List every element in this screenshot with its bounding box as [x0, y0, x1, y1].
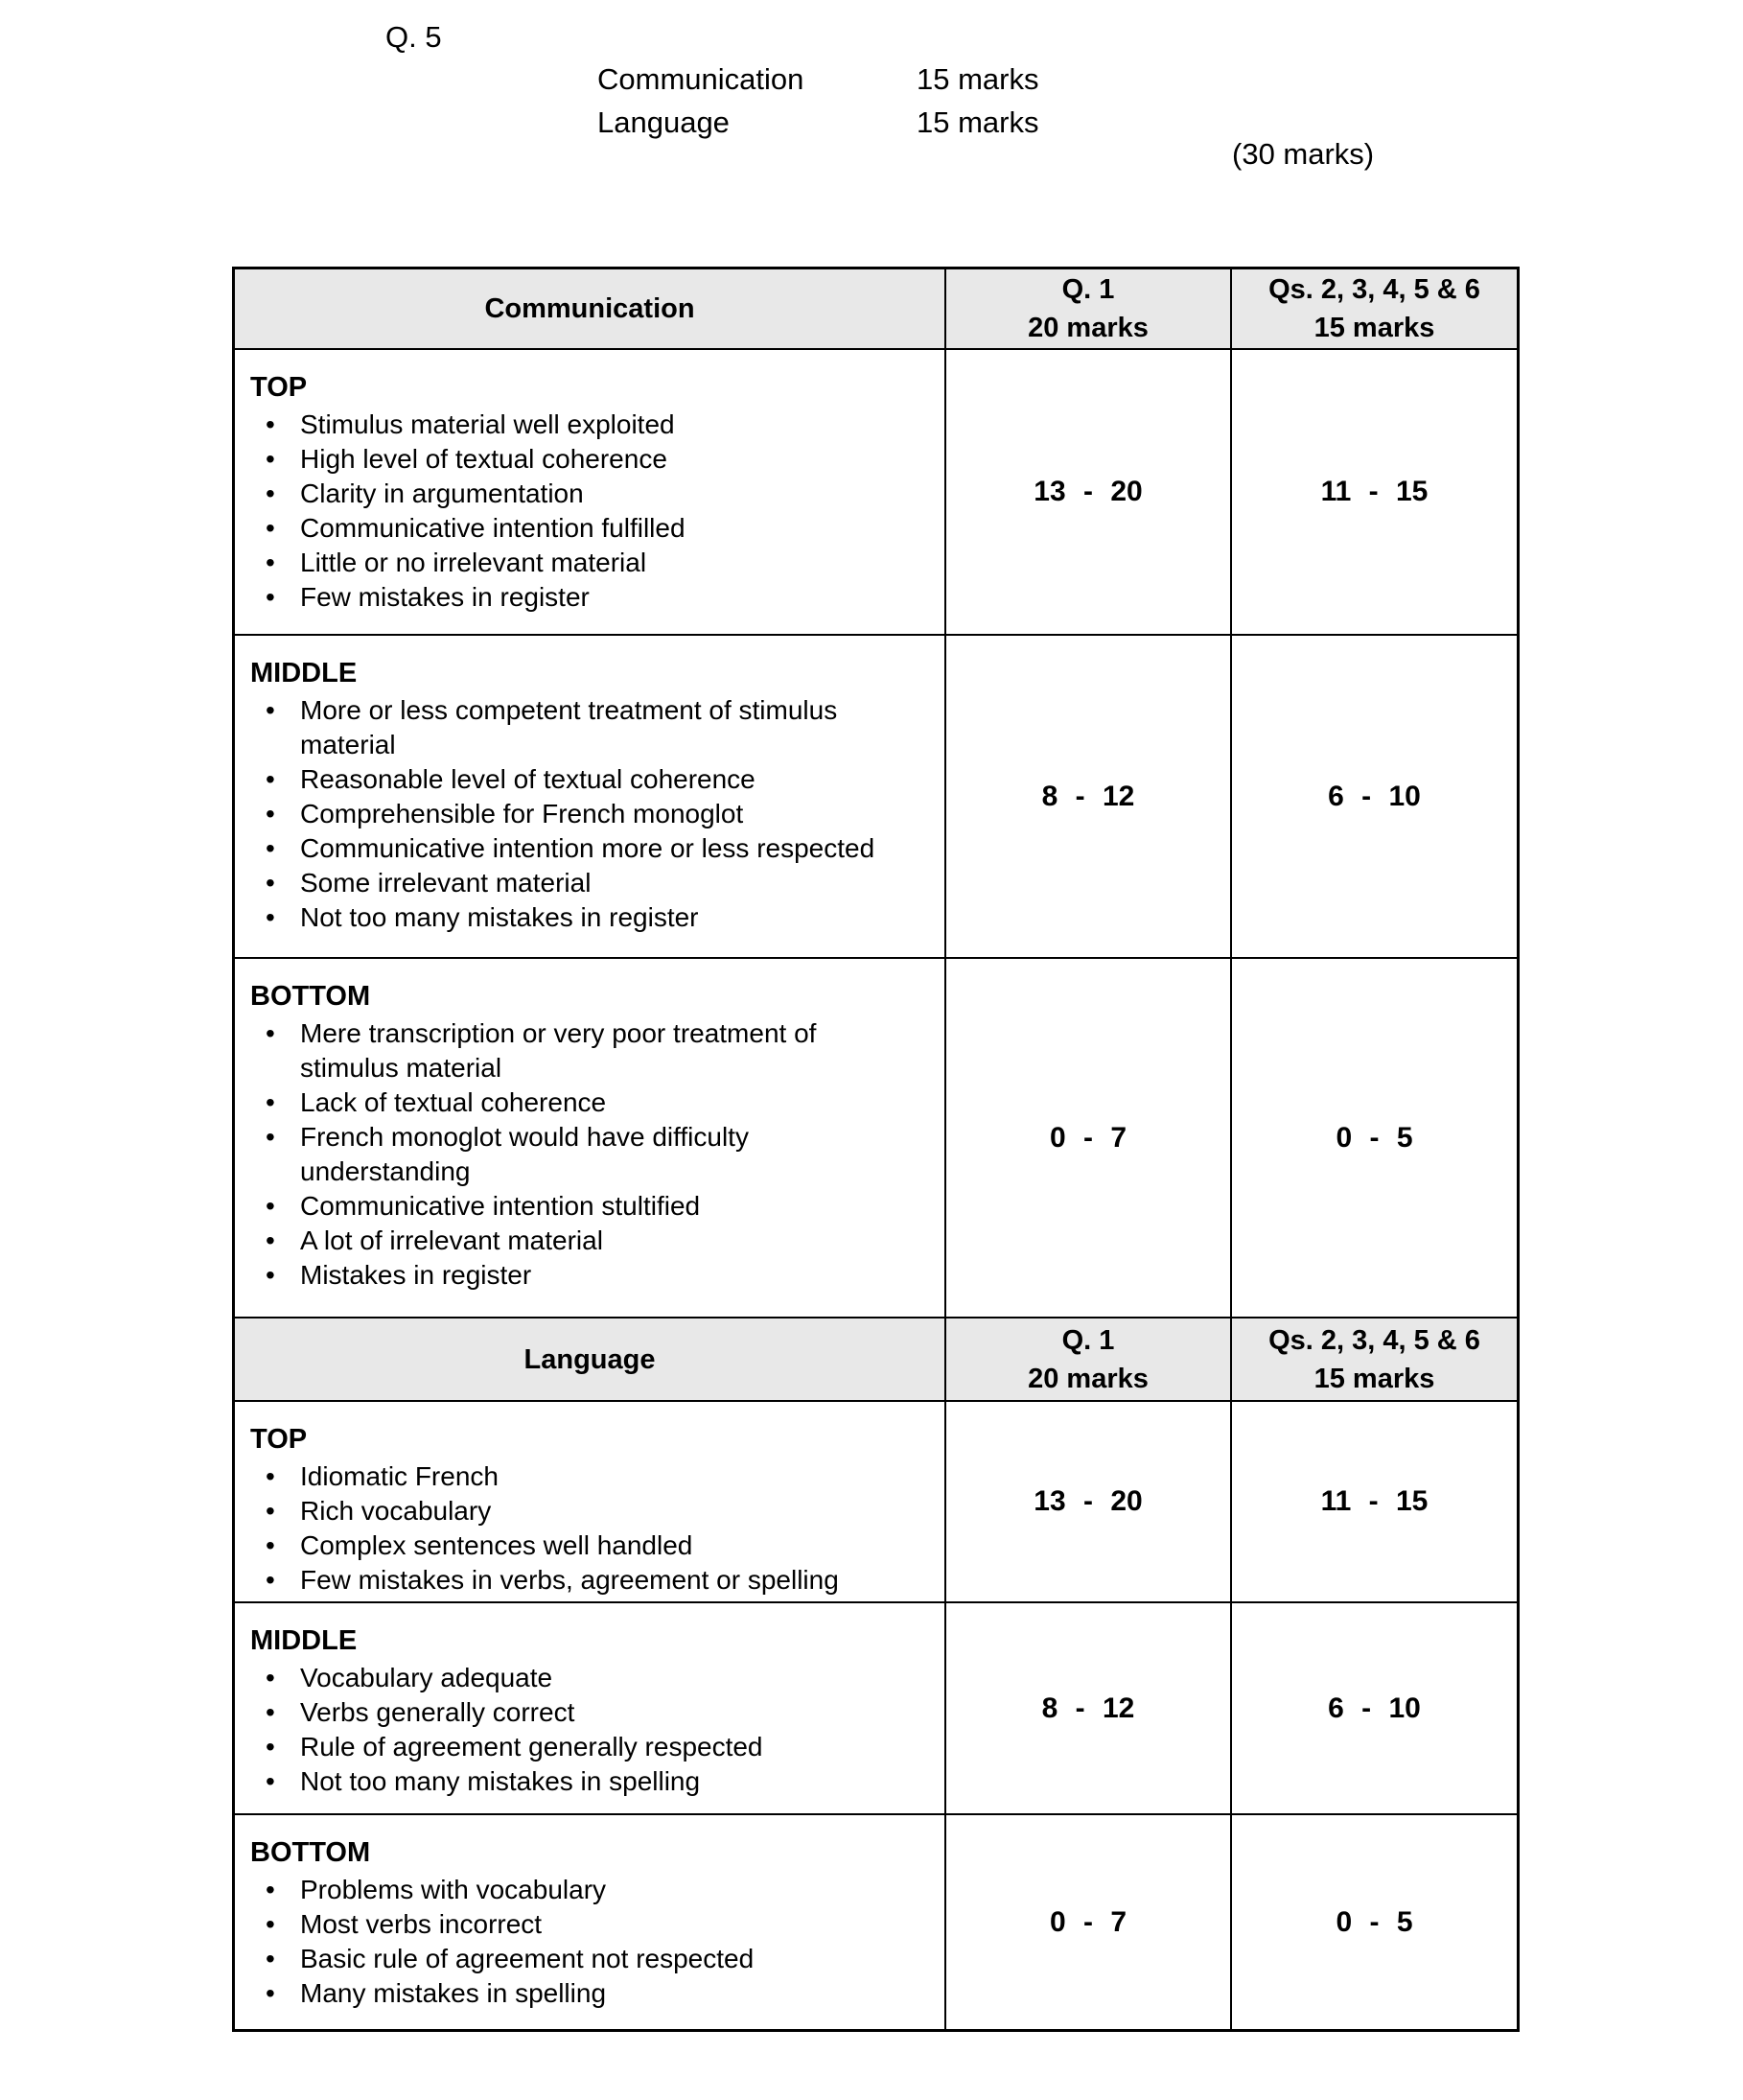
qs-marks-cell: 0 - 5	[1336, 1905, 1413, 1938]
section-title: Language	[523, 1343, 656, 1375]
breakdown-marks: 15 marks	[917, 61, 1039, 96]
bullet-dot-icon	[250, 477, 300, 511]
bullet-dot-icon	[250, 1494, 300, 1528]
bullet-item: • Communicative intention more or less respected	[250, 831, 921, 866]
band-description-cell	[235, 959, 946, 1317]
breakdown-label: Language	[597, 105, 730, 139]
bullet-item: • Not too many mistakes in register	[250, 900, 921, 935]
qs-header-line2: 15 marks	[1313, 313, 1435, 343]
bullet-item: • Few mistakes in verbs, agreement or spelling	[250, 1563, 921, 1598]
bullet-item: • A lot of irrelevant material	[250, 1224, 921, 1258]
bullet-dot-icon	[250, 1189, 300, 1224]
bullet-dot-icon	[250, 1695, 300, 1730]
band-row-communication-top	[235, 350, 1517, 636]
section-title-cell	[235, 269, 946, 348]
q1-marks-cell: 0 - 7	[946, 959, 1232, 1317]
q1-marks-cell: 0 - 7	[946, 1815, 1232, 2029]
section-header-row-language	[235, 1318, 1517, 1402]
marks-breakdown-row	[597, 101, 1038, 144]
band-label: MIDDLE	[250, 658, 358, 688]
bullet-dot-icon	[250, 580, 300, 615]
bullet-list	[250, 1459, 921, 1598]
bullet-dot-icon	[250, 1016, 300, 1085]
bullet-item: • Many mistakes in spelling	[250, 1976, 921, 2011]
bullet-item: • High level of textual coherence	[250, 442, 921, 477]
bullet-item: • Some irrelevant material	[250, 866, 921, 900]
bullet-item: • Complex sentences well handled	[250, 1528, 921, 1563]
bullet-item: • Mere transcription or very poor treatment of stimulus material	[250, 1016, 921, 1085]
section-title-cell	[235, 1318, 946, 1400]
band-label: TOP	[250, 372, 308, 403]
marks-breakdown-row	[597, 58, 1038, 101]
question-number: Q. 5	[385, 20, 442, 54]
bullet-dot-icon	[250, 797, 300, 831]
bullet-item: • Few mistakes in register	[250, 580, 921, 615]
band-label: TOP	[250, 1424, 308, 1455]
qs-header-line2: 15 marks	[1313, 1363, 1435, 1394]
bullet-dot-icon	[250, 1459, 300, 1494]
bullet-dot-icon	[250, 1873, 300, 1907]
bullet-item: • Basic rule of agreement not respected	[250, 1942, 921, 1976]
band-row-language-bottom	[235, 1815, 1517, 2029]
bullet-item: • Little or no irrelevant material	[250, 546, 921, 580]
bullet-dot-icon	[250, 866, 300, 900]
band-row-language-middle	[235, 1603, 1517, 1815]
bullet-dot-icon	[250, 762, 300, 797]
bullet-dot-icon	[250, 693, 300, 762]
bullet-item: • Vocabulary adequate	[250, 1661, 921, 1695]
bullet-item: • Rule of agreement generally respected	[250, 1730, 921, 1764]
bullet-item: • Comprehensible for French monoglot	[250, 797, 921, 831]
bullet-dot-icon	[250, 1764, 300, 1799]
bullet-dot-icon	[250, 442, 300, 477]
qs-header-line1: Qs. 2, 3, 4, 5 & 6	[1268, 1324, 1480, 1356]
q1-header-cell	[946, 269, 1232, 348]
bullet-item: • Idiomatic French	[250, 1459, 921, 1494]
bullet-item: • Communicative intention fulfilled	[250, 511, 921, 546]
bullet-dot-icon	[250, 1120, 300, 1189]
bullet-item: • Most verbs incorrect	[250, 1907, 921, 1942]
bullet-list	[250, 693, 921, 935]
band-row-communication-middle	[235, 636, 1517, 959]
qs-marks-cell: 6 - 10	[1328, 1692, 1421, 1724]
qs-marks-cell: 11 - 15	[1320, 476, 1429, 507]
breakdown-marks: 15 marks	[917, 105, 1039, 139]
section-title: Communication	[484, 293, 695, 324]
bullet-dot-icon	[250, 831, 300, 866]
bullet-dot-icon	[250, 511, 300, 546]
band-row-language-top	[235, 1402, 1517, 1603]
band-label: MIDDLE	[250, 1625, 358, 1656]
bullet-list	[250, 1016, 921, 1293]
bullet-item: • Communicative intention stultified	[250, 1189, 921, 1224]
band-row-communication-bottom	[235, 959, 1517, 1318]
bullet-item: • Mistakes in register	[250, 1258, 921, 1293]
bullet-item: • More or less competent treatment of stimulus material	[250, 693, 921, 762]
q1-marks-cell: 13 - 20	[946, 1402, 1232, 1601]
bullet-item: • Rich vocabulary	[250, 1494, 921, 1528]
bullet-dot-icon	[250, 1942, 300, 1976]
bullet-dot-icon	[250, 1258, 300, 1293]
q1-marks-cell: 8 - 12	[946, 1603, 1232, 1813]
qs-header-cell	[1232, 269, 1517, 348]
bullet-item: • Clarity in argumentation	[250, 477, 921, 511]
bullet-item: • Not too many mistakes in spelling	[250, 1764, 921, 1799]
qs-marks-cell: 6 - 10	[1328, 780, 1421, 812]
bullet-dot-icon	[250, 1224, 300, 1258]
bullet-item: • Problems with vocabulary	[250, 1873, 921, 1907]
bullet-dot-icon	[250, 1976, 300, 2011]
qs-marks-cell: 0 - 5	[1336, 1121, 1413, 1154]
bullet-item: • Stimulus material well exploited	[250, 408, 921, 442]
qs-header-cell	[1232, 1318, 1517, 1400]
marks-breakdown	[597, 58, 1038, 144]
qs-header-line1: Qs. 2, 3, 4, 5 & 6	[1268, 274, 1480, 305]
bullet-list	[250, 1873, 921, 2011]
q1-marks-cell: 8 - 12	[946, 636, 1232, 957]
band-description-cell	[235, 1402, 946, 1601]
qs-marks-cell: 11 - 15	[1320, 1485, 1429, 1517]
band-description-cell	[235, 1815, 946, 2029]
q1-header-cell	[946, 1318, 1232, 1400]
band-label: BOTTOM	[250, 1837, 371, 1868]
bullet-item: • Lack of textual coherence	[250, 1085, 921, 1120]
breakdown-label: Communication	[597, 61, 804, 96]
bullet-dot-icon	[250, 900, 300, 935]
bullet-dot-icon	[250, 1563, 300, 1598]
bullet-dot-icon	[250, 1085, 300, 1120]
bullet-dot-icon	[250, 546, 300, 580]
bullet-item: • Reasonable level of textual coherence	[250, 762, 921, 797]
bullet-dot-icon	[250, 1730, 300, 1764]
q1-header-line1: Q. 1	[1061, 274, 1115, 305]
bullet-item: • Verbs generally correct	[250, 1695, 921, 1730]
bullet-dot-icon	[250, 408, 300, 442]
bullet-list	[250, 408, 921, 615]
bullet-list	[250, 1661, 921, 1799]
q1-header-line2: 20 marks	[1028, 1363, 1149, 1394]
band-description-cell	[235, 350, 946, 634]
bullet-dot-icon	[250, 1661, 300, 1695]
q1-header-line1: Q. 1	[1061, 1324, 1115, 1356]
q1-header-line2: 20 marks	[1028, 313, 1149, 343]
band-label: BOTTOM	[250, 981, 371, 1012]
bullet-dot-icon	[250, 1907, 300, 1942]
band-description-cell	[235, 636, 946, 957]
rubric-table	[232, 267, 1520, 2032]
section-header-row-communication	[235, 269, 1517, 350]
total-marks: (30 marks)	[1232, 137, 1375, 171]
band-description-cell	[235, 1603, 946, 1813]
bullet-dot-icon	[250, 1528, 300, 1563]
bullet-item: • French monoglot would have difficulty understanding	[250, 1120, 921, 1189]
q1-marks-cell: 13 - 20	[946, 350, 1232, 634]
